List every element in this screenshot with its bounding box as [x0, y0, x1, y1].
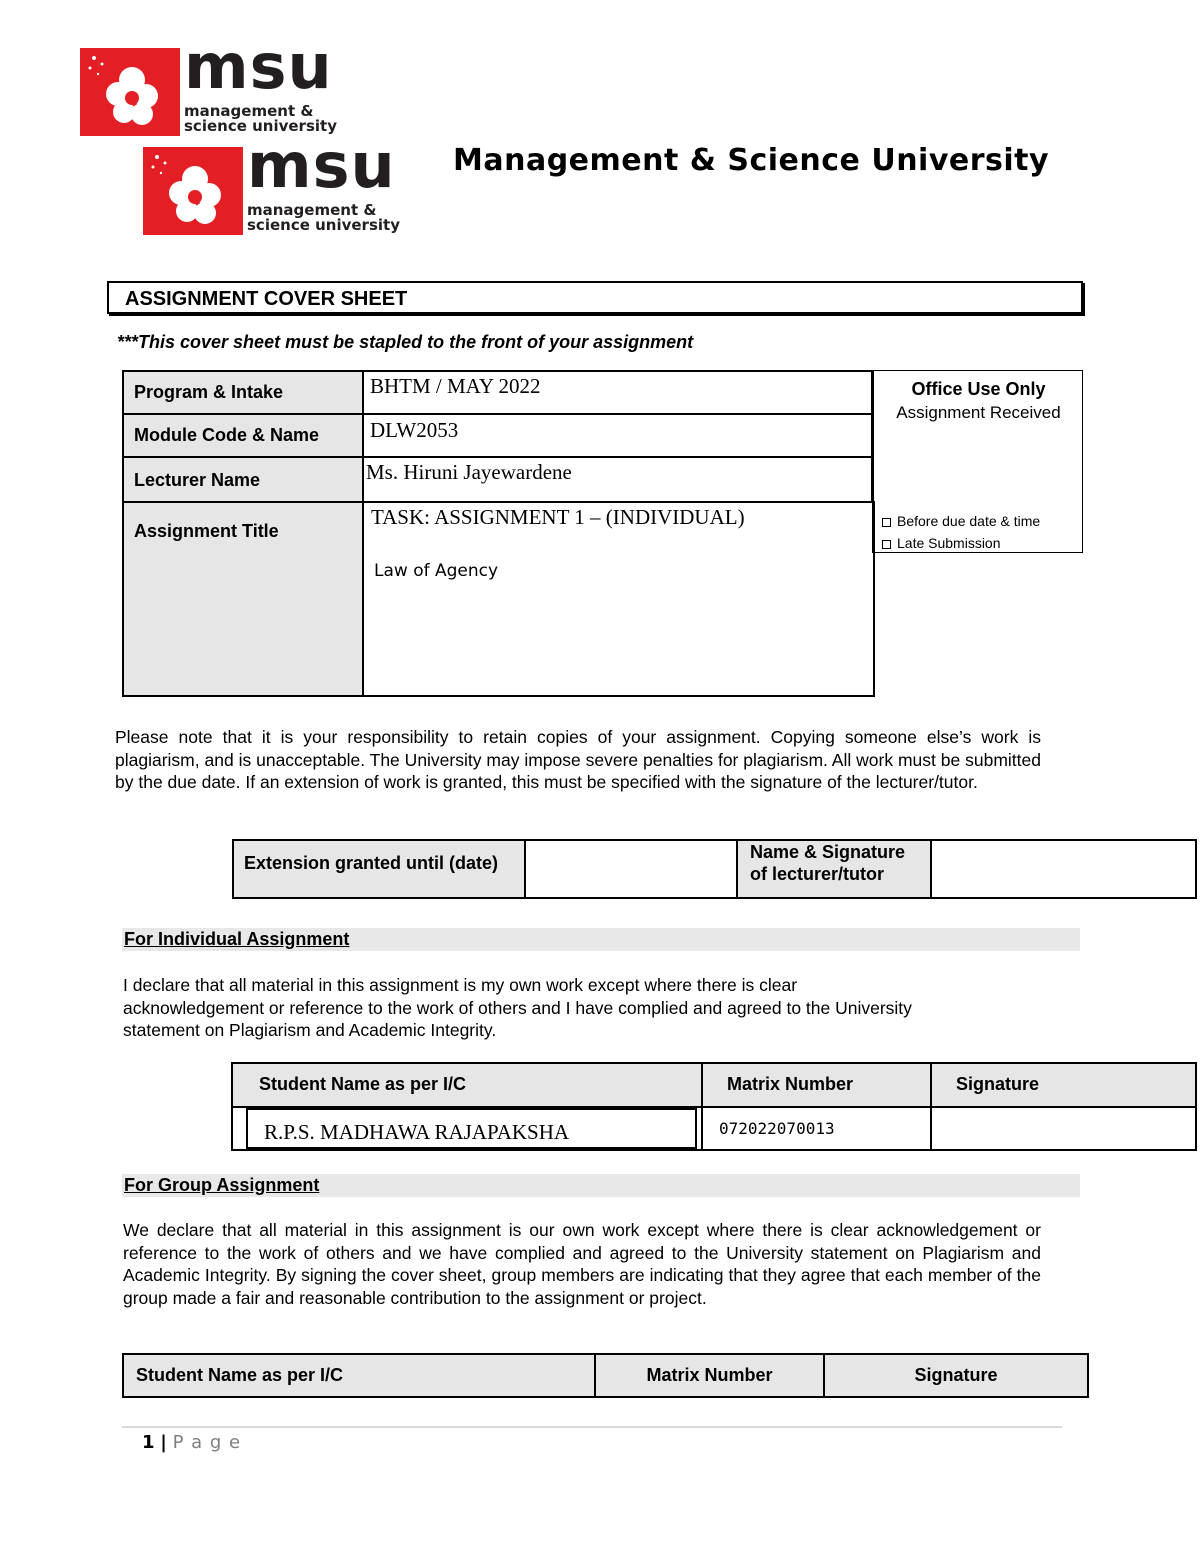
group-col-header-matrix: [594, 1353, 825, 1398]
office-use-heading: Office Use Only: [911, 379, 1046, 399]
group-col-header-signature: [823, 1353, 1089, 1398]
extension-date-field[interactable]: [524, 839, 738, 899]
logo-tagline-2: science university: [184, 117, 337, 135]
individual-declaration-line-2: acknowledgement or reference to the work of others and I have complied and agreed to the University: [123, 997, 912, 1018]
module-value-text: DLW2053: [370, 418, 459, 442]
col-header-student-name-text: Student Name as per I/C: [259, 1074, 467, 1094]
logo-tagline-1: management &: [247, 201, 377, 219]
individual-declaration-line-3: statement on Plagiarism and Academic Integrity.: [123, 1020, 497, 1040]
option-late-text: Late Submission: [897, 535, 1001, 551]
program-label: [122, 370, 364, 415]
group-heading: For Group Assignment: [122, 1174, 1080, 1197]
logo-tagline-1: management &: [184, 102, 314, 120]
matrix-number-field[interactable]: [701, 1106, 932, 1151]
msu-logo: [80, 30, 346, 138]
title-label-text: Assignment Title: [134, 521, 279, 541]
lecturer-signature-label: [736, 839, 932, 899]
group-col-header-matrix-text: Matrix Number: [646, 1365, 773, 1385]
student-name-field[interactable]: [246, 1108, 697, 1149]
group-col-header-signature-text: Signature: [914, 1365, 998, 1385]
title-value-text: TASK: ASSIGNMENT 1 – (INDIVIDUAL): [371, 505, 745, 529]
lecturer-label-text: Lecturer Name: [134, 470, 261, 490]
student-signature-field[interactable]: [930, 1106, 1197, 1151]
office-use-box: [872, 370, 1083, 553]
logo-tagline-2: science university: [247, 216, 400, 234]
cover-sheet-title: ASSIGNMENT COVER SHEET: [107, 281, 1083, 314]
individual-heading: For Individual Assignment: [122, 928, 1080, 951]
page-number: 1: [142, 1432, 155, 1453]
office-use-subheading: Assignment Received: [896, 403, 1061, 422]
option-late[interactable]: [882, 535, 1001, 551]
program-value[interactable]: [362, 370, 873, 415]
program-label-text: Program & Intake: [134, 382, 284, 402]
program-value-text: BHTM / MAY 2022: [370, 374, 541, 398]
lecturer-value[interactable]: [362, 456, 873, 503]
responsibility-note: Please note that it is your responsibility to retain copies of your assignment. Copying someone else’s work is plagiarism, and is unacceptable. The University may impose severe penalties for plagiarism. All work must be submitted by the due date. If an extension of work is granted, this must be specified with the signature of the lecturer/tutor.: [115, 727, 1041, 792]
extension-label-text: Extension granted until (date): [244, 853, 499, 873]
option-before-due-text: Before due date & time: [897, 513, 1041, 529]
checkbox-icon[interactable]: [882, 540, 891, 549]
lecturer-signature-label-2: of lecturer/tutor: [750, 864, 885, 884]
page-footer: [142, 1432, 241, 1453]
logo-brand: msu: [184, 30, 333, 103]
staple-note: ***This cover sheet must be stapled to the front of your assignment: [117, 332, 694, 352]
module-label-text: Module Code & Name: [134, 425, 320, 445]
module-label: [122, 413, 364, 458]
col-header-matrix-text: Matrix Number: [727, 1074, 854, 1094]
msu-logo-secondary: [143, 129, 409, 237]
checkbox-icon[interactable]: [882, 518, 891, 527]
extension-label: [232, 839, 526, 899]
col-header-signature: [930, 1062, 1197, 1108]
university-name: Management & Science University: [453, 143, 1050, 178]
page-label: P a g e: [172, 1432, 242, 1453]
lecturer-value-text: Ms. Hiruni Jayewardene: [366, 460, 572, 484]
title-subvalue-text: Law of Agency: [374, 561, 499, 581]
title-label: [122, 501, 364, 697]
logo-brand: msu: [247, 129, 396, 202]
option-before-due[interactable]: [882, 513, 1040, 529]
lecturer-label: [122, 456, 364, 503]
group-col-header-student-name-text: Student Name as per I/C: [136, 1365, 344, 1385]
group-col-header-student-name: [122, 1353, 596, 1398]
matrix-number-text: 072022070013: [719, 1119, 835, 1138]
col-header-matrix: [701, 1062, 932, 1108]
lecturer-signature-label-1: Name & Signature: [750, 842, 906, 862]
col-header-student-name: [231, 1062, 703, 1108]
footer-divider: [122, 1426, 1062, 1428]
student-name-text: R.P.S. MADHAWA RAJAPAKSHA: [264, 1120, 570, 1144]
group-declaration: We declare that all material in this assignment is our own work except where there is clear acknowledgement or reference to the work of others and we have complied and agreed to the University statement on Plagiarism and Academic Integrity. By signing the cover sheet, group members are indicating that they agree that each member of the group made a fair and reasonable contribution to the assignment or project.: [123, 1220, 1041, 1308]
lecturer-signature-field[interactable]: [930, 839, 1197, 899]
module-value[interactable]: [362, 413, 873, 458]
page-separator: |: [160, 1432, 167, 1453]
individual-declaration-line-1: I declare that all material in this assignment is my own work except where there is clear: [123, 975, 798, 995]
title-value[interactable]: [362, 501, 875, 697]
individual-declaration: [123, 974, 1083, 1042]
col-header-signature-text: Signature: [956, 1074, 1040, 1094]
